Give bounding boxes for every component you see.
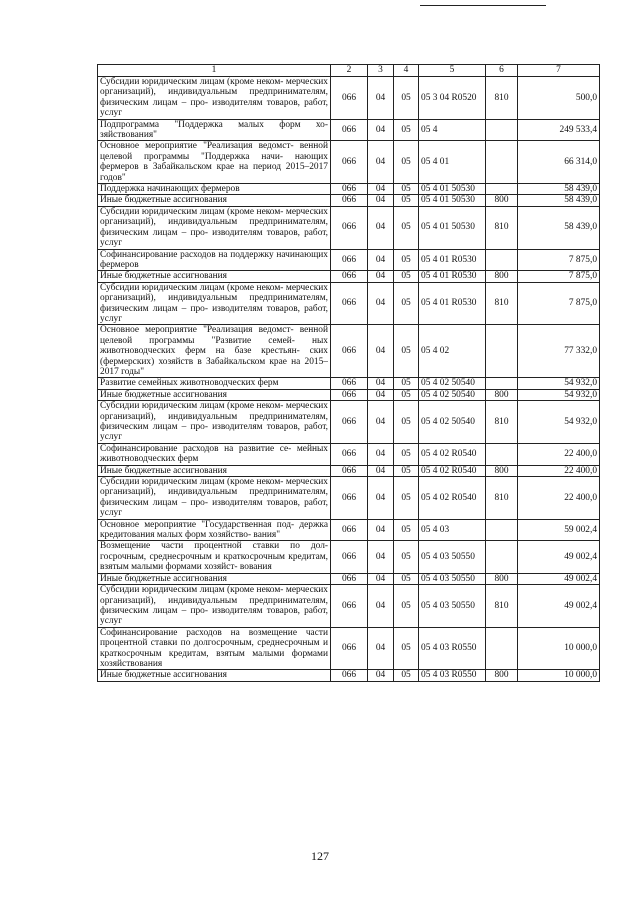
row-ved-cell: 066	[331, 282, 368, 325]
row-csr-cell: 05 4 03 50550	[419, 541, 486, 573]
row-name-cell: Основное мероприятие "Государственная под- держка кредитования малых форм хозяйство- вания"	[98, 519, 331, 541]
row-name-cell: Иные бюджетные ассигнования	[98, 670, 331, 681]
row-pr-cell: 05	[394, 282, 419, 325]
row-pr-cell: 05	[394, 585, 419, 628]
row-csr-cell: 05 4 02	[419, 325, 486, 378]
row-pr-cell: 05	[394, 77, 419, 120]
row-name-cell: Основное мероприятие "Реализация ведомст- венной целевой программы "Поддержка начи- нающих фермеров в Забайкальском крае на период 2015–2017 годов"	[98, 141, 331, 184]
row-rz-cell: 04	[368, 401, 394, 444]
row-ved-cell: 066	[331, 519, 368, 541]
table-row	[98, 271, 600, 282]
row-rz-cell: 04	[368, 627, 394, 670]
row-rz-cell: 04	[368, 119, 394, 141]
table-row	[98, 573, 600, 584]
row-name-cell: Основное мероприятие "Реализация ведомст- венной целевой программы "Развитие семей- ных животноводческих ферм на базе крестьян- ских (фермерских) хозяйств в Забайкальском крае на 2015–2017 годы"	[98, 325, 331, 378]
row-name-cell: Субсидии юридическим лицам (кроме неком- мерческих организаций), индивидуальным предпринимателям, физическим лицам – про- изводителям товаров, работ, услуг	[98, 477, 331, 520]
table-row	[98, 206, 600, 249]
row-ved-cell: 066	[331, 77, 368, 120]
row-rz-cell: 04	[368, 541, 394, 573]
row-csr-cell: 05 4 01	[419, 141, 486, 184]
row-name-cell: Иные бюджетные ассигнования	[98, 271, 331, 282]
table-row	[98, 477, 600, 520]
top-rule	[420, 5, 546, 6]
row-vr-cell: 810	[486, 401, 518, 444]
column-header: 5	[419, 65, 486, 77]
row-pr-cell: 05	[394, 477, 419, 520]
row-ved-cell: 066	[331, 206, 368, 249]
column-header: 3	[368, 65, 394, 77]
row-name-cell: Софинансирование расходов на поддержку начинающих фермеров	[98, 249, 331, 271]
row-name-cell: Иные бюджетные ассигнования	[98, 573, 331, 584]
row-csr-cell: 05 4 01 50530	[419, 206, 486, 249]
row-sum-cell: 66 314,0	[518, 141, 600, 184]
table-row	[98, 585, 600, 628]
table-row	[98, 119, 600, 141]
row-pr-cell: 05	[394, 271, 419, 282]
row-csr-cell: 05 3 04 R0520	[419, 77, 486, 120]
row-vr-cell	[486, 184, 518, 195]
row-sum-cell: 49 002,4	[518, 541, 600, 573]
table-row	[98, 184, 600, 195]
row-ved-cell: 066	[331, 184, 368, 195]
row-vr-cell: 800	[486, 465, 518, 476]
row-ved-cell: 066	[331, 325, 368, 378]
row-csr-cell: 05 4 02 R0540	[419, 443, 486, 465]
row-pr-cell: 05	[394, 627, 419, 670]
column-header: 6	[486, 65, 518, 77]
row-pr-cell: 05	[394, 206, 419, 249]
row-csr-cell: 05 4 01 R0530	[419, 271, 486, 282]
row-csr-cell: 05 4 02 50540	[419, 389, 486, 400]
table-row	[98, 465, 600, 476]
row-name-cell: Субсидии юридическим лицам (кроме неком- мерческих организаций), индивидуальным предпринимателям, физическим лицам – про- изводителям товаров, работ, услуг	[98, 206, 331, 249]
row-pr-cell: 05	[394, 141, 419, 184]
row-ved-cell: 066	[331, 443, 368, 465]
row-rz-cell: 04	[368, 184, 394, 195]
row-rz-cell: 04	[368, 585, 394, 628]
row-sum-cell: 500,0	[518, 77, 600, 120]
column-header: 4	[394, 65, 419, 77]
page-number: 127	[311, 849, 329, 863]
row-vr-cell	[486, 627, 518, 670]
row-name-cell: Подпрограмма "Поддержка малых форм хо- зяйствования"	[98, 119, 331, 141]
row-vr-cell	[486, 119, 518, 141]
row-sum-cell: 77 332,0	[518, 325, 600, 378]
row-sum-cell: 58 439,0	[518, 206, 600, 249]
row-ved-cell: 066	[331, 389, 368, 400]
row-vr-cell	[486, 519, 518, 541]
row-name-cell: Субсидии юридическим лицам (кроме неком- мерческих организаций), индивидуальным предпринимателям, физическим лицам – про- изводителям товаров, работ, услуг	[98, 77, 331, 120]
table-row	[98, 541, 600, 573]
row-vr-cell: 800	[486, 195, 518, 206]
row-name-cell: Софинансирование расходов на развитие се- мейных животноводческих ферм	[98, 443, 331, 465]
row-pr-cell: 05	[394, 325, 419, 378]
row-pr-cell: 05	[394, 443, 419, 465]
column-header: 2	[331, 65, 368, 77]
row-pr-cell: 05	[394, 519, 419, 541]
row-ved-cell: 066	[331, 670, 368, 681]
row-vr-cell: 810	[486, 206, 518, 249]
row-csr-cell: 05 4 03 50550	[419, 585, 486, 628]
row-rz-cell: 04	[368, 573, 394, 584]
row-vr-cell	[486, 141, 518, 184]
row-name-cell: Поддержка начинающих фермеров	[98, 184, 331, 195]
row-name-cell: Развитие семейных животноводческих ферм	[98, 378, 331, 389]
row-pr-cell: 05	[394, 249, 419, 271]
row-vr-cell	[486, 541, 518, 573]
table-row	[98, 77, 600, 120]
row-vr-cell	[486, 325, 518, 378]
row-rz-cell: 04	[368, 465, 394, 476]
row-sum-cell: 7 875,0	[518, 249, 600, 271]
row-pr-cell: 05	[394, 401, 419, 444]
row-rz-cell: 04	[368, 206, 394, 249]
row-vr-cell: 810	[486, 477, 518, 520]
row-rz-cell: 04	[368, 443, 394, 465]
row-rz-cell: 04	[368, 378, 394, 389]
row-name-cell: Иные бюджетные ассигнования	[98, 195, 331, 206]
table-row	[98, 141, 600, 184]
table-row	[98, 378, 600, 389]
row-rz-cell: 04	[368, 282, 394, 325]
row-sum-cell: 22 400,0	[518, 465, 600, 476]
row-ved-cell: 066	[331, 119, 368, 141]
row-sum-cell: 7 875,0	[518, 271, 600, 282]
row-vr-cell	[486, 443, 518, 465]
row-sum-cell: 10 000,0	[518, 670, 600, 681]
row-vr-cell: 810	[486, 585, 518, 628]
table-row	[98, 670, 600, 681]
row-sum-cell: 54 932,0	[518, 389, 600, 400]
row-rz-cell: 04	[368, 141, 394, 184]
row-ved-cell: 066	[331, 573, 368, 584]
row-csr-cell: 05 4 03 R0550	[419, 670, 486, 681]
table-row	[98, 195, 600, 206]
row-ved-cell: 066	[331, 378, 368, 389]
row-sum-cell: 58 439,0	[518, 195, 600, 206]
row-pr-cell: 05	[394, 541, 419, 573]
row-ved-cell: 066	[331, 195, 368, 206]
row-rz-cell: 04	[368, 249, 394, 271]
row-ved-cell: 066	[331, 465, 368, 476]
row-ved-cell: 066	[331, 271, 368, 282]
row-name-cell: Субсидии юридическим лицам (кроме неком- мерческих организаций), индивидуальным предпринимателям, физическим лицам – про- изводителям товаров, работ, услуг	[98, 401, 331, 444]
table-row	[98, 325, 600, 378]
row-vr-cell: 800	[486, 670, 518, 681]
row-rz-cell: 04	[368, 519, 394, 541]
row-pr-cell: 05	[394, 119, 419, 141]
row-name-cell: Софинансирование расходов на возмещение части процентной ставки по долгосрочным, среднесрочным и краткосрочным кредитам, взятым малыми формами хозяйствования	[98, 627, 331, 670]
row-pr-cell: 05	[394, 195, 419, 206]
table-row	[98, 389, 600, 400]
column-header: 1	[98, 65, 331, 77]
row-sum-cell: 49 002,4	[518, 573, 600, 584]
budget-table	[97, 64, 600, 682]
row-vr-cell: 810	[486, 282, 518, 325]
row-rz-cell: 04	[368, 389, 394, 400]
row-sum-cell: 10 000,0	[518, 627, 600, 670]
row-ved-cell: 066	[331, 477, 368, 520]
row-ved-cell: 066	[331, 249, 368, 271]
row-sum-cell: 7 875,0	[518, 282, 600, 325]
row-rz-cell: 04	[368, 670, 394, 681]
row-name-cell: Возмещение части процентной ставки по дол- госрочным, среднесрочным и краткосрочным кредитам, взятым малыми формами хозяйст- вования	[98, 541, 331, 573]
table-row	[98, 627, 600, 670]
row-sum-cell: 58 439,0	[518, 184, 600, 195]
row-vr-cell	[486, 378, 518, 389]
row-csr-cell: 05 4 02 R0540	[419, 465, 486, 476]
row-vr-cell: 800	[486, 271, 518, 282]
row-ved-cell: 066	[331, 141, 368, 184]
row-vr-cell: 800	[486, 389, 518, 400]
table-row	[98, 282, 600, 325]
table-row	[98, 443, 600, 465]
row-sum-cell: 54 932,0	[518, 401, 600, 444]
row-rz-cell: 04	[368, 77, 394, 120]
row-csr-cell: 05 4 02 50540	[419, 401, 486, 444]
row-name-cell: Иные бюджетные ассигнования	[98, 465, 331, 476]
row-csr-cell: 05 4 03 50550	[419, 573, 486, 584]
row-rz-cell: 04	[368, 325, 394, 378]
column-header: 7	[518, 65, 600, 77]
row-sum-cell: 22 400,0	[518, 443, 600, 465]
row-ved-cell: 066	[331, 585, 368, 628]
row-csr-cell: 05 4 02 50540	[419, 378, 486, 389]
row-rz-cell: 04	[368, 271, 394, 282]
row-sum-cell: 59 002,4	[518, 519, 600, 541]
table-row	[98, 401, 600, 444]
row-pr-cell: 05	[394, 573, 419, 584]
row-name-cell: Субсидии юридическим лицам (кроме неком- мерческих организаций), индивидуальным предпринимателям, физическим лицам – про- изводителям товаров, работ, услуг	[98, 282, 331, 325]
row-rz-cell: 04	[368, 195, 394, 206]
row-csr-cell: 05 4 03 R0550	[419, 627, 486, 670]
row-pr-cell: 05	[394, 465, 419, 476]
row-vr-cell: 800	[486, 573, 518, 584]
row-sum-cell: 249 533,4	[518, 119, 600, 141]
row-rz-cell: 04	[368, 477, 394, 520]
table-row	[98, 519, 600, 541]
row-csr-cell: 05 4 01 R0530	[419, 249, 486, 271]
row-csr-cell: 05 4 01 R0530	[419, 282, 486, 325]
row-pr-cell: 05	[394, 378, 419, 389]
row-csr-cell: 05 4 01 50530	[419, 184, 486, 195]
row-pr-cell: 05	[394, 184, 419, 195]
row-csr-cell: 05 4 03	[419, 519, 486, 541]
row-vr-cell: 810	[486, 77, 518, 120]
row-ved-cell: 066	[331, 401, 368, 444]
row-sum-cell: 49 002,4	[518, 585, 600, 628]
row-vr-cell	[486, 249, 518, 271]
table-header-row	[98, 65, 600, 77]
row-sum-cell: 54 932,0	[518, 378, 600, 389]
row-ved-cell: 066	[331, 541, 368, 573]
row-pr-cell: 05	[394, 670, 419, 681]
row-sum-cell: 22 400,0	[518, 477, 600, 520]
row-csr-cell: 05 4 02 R0540	[419, 477, 486, 520]
row-csr-cell: 05 4	[419, 119, 486, 141]
row-csr-cell: 05 4 01 50530	[419, 195, 486, 206]
row-name-cell: Субсидии юридическим лицам (кроме неком- мерческих организаций), индивидуальным предпринимателям, физическим лицам – про- изводителям товаров, работ, услуг	[98, 585, 331, 628]
row-pr-cell: 05	[394, 389, 419, 400]
table-row	[98, 249, 600, 271]
row-ved-cell: 066	[331, 627, 368, 670]
row-name-cell: Иные бюджетные ассигнования	[98, 389, 331, 400]
